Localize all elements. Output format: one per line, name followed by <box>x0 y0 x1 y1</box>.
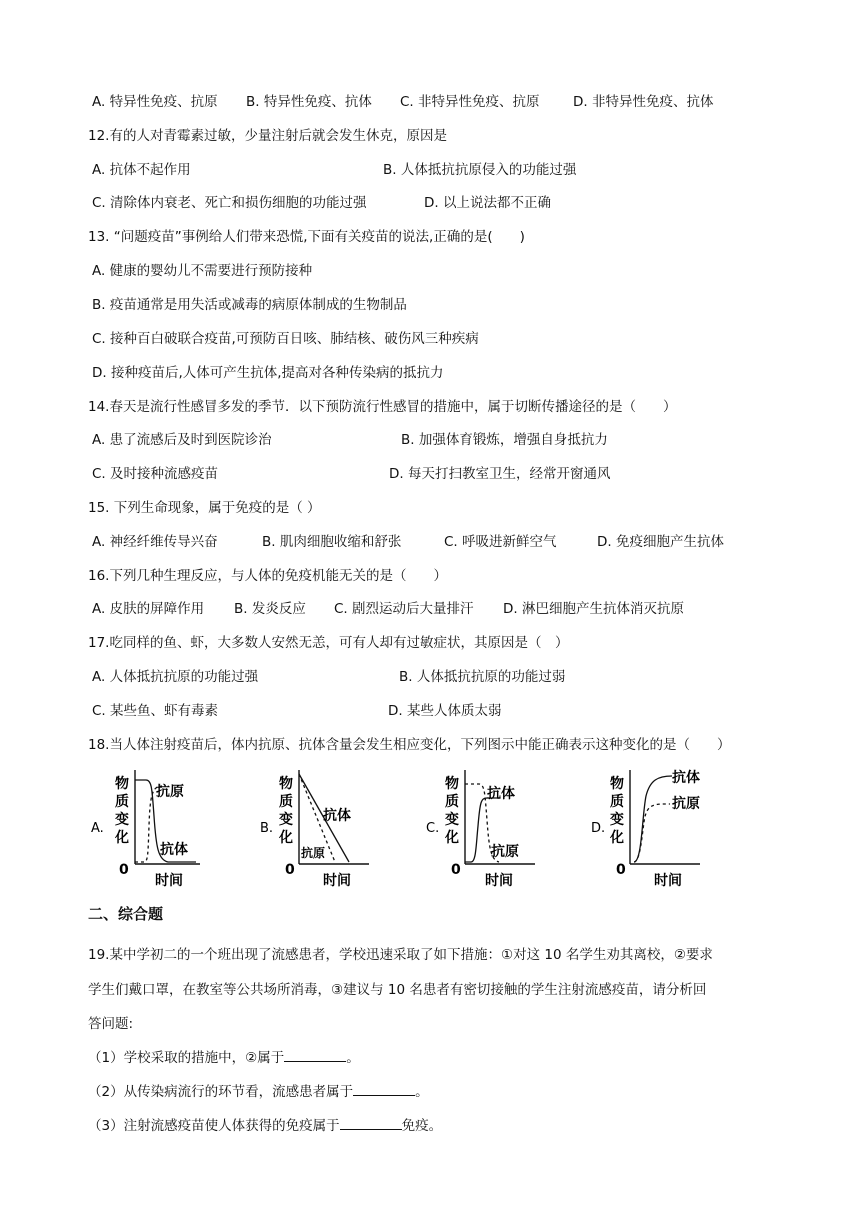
q18-figure-d-ylabel-2: 质 <box>610 794 624 810</box>
q12-option-d: D. 以上说法都不正确 <box>424 195 551 211</box>
q13-option-c: C. 接种百白破联合疫苗,可预防百日咳、肺结核、破伤风三种疾病 <box>92 331 479 347</box>
q16-stem: 16.下列几种生理反应，与人体的免疫机能无关的是（ ） <box>88 568 447 584</box>
q19-sub-1-blank[interactable] <box>284 1048 346 1063</box>
q18-figure-b-ylabel-1: 物 <box>279 776 293 792</box>
q18-figure-d-xlabel: 时间 <box>654 873 682 888</box>
q19-sub-1-text: （1）学校采取的措施中，②属于 <box>88 1050 285 1066</box>
q12-option-a: A. 抗体不起作用 <box>92 162 191 178</box>
q19-sub-1 <box>88 1046 360 1066</box>
q18-figure-a-xlabel: 时间 <box>155 873 183 888</box>
q18-figure-b-option: B. <box>260 821 274 836</box>
q18-figure-a-ylabel-4: 化 <box>115 830 129 846</box>
q18-figure-d-label-antigen: 抗原 <box>672 796 700 812</box>
q18-figure-d-label-antibody: 抗体 <box>672 770 700 786</box>
q18-figure-d-ylabel-3: 变 <box>610 812 624 828</box>
q17-stem: 17.吃同样的鱼、虾，大多数人安然无恙，可有人却有过敏症状，其原因是（ ） <box>88 635 569 651</box>
q18-figure-c-ylabel-4: 化 <box>445 830 459 846</box>
q18-figure-d-ylabel-4: 化 <box>610 830 624 846</box>
q14-option-d: D. 每天打扫教室卫生，经常开窗通风 <box>389 466 611 482</box>
q19-sub-3-end: 免疫。 <box>401 1118 443 1134</box>
q15-option-a: A. 神经纤维传导兴奋 <box>92 534 218 550</box>
q11-option-b: B. 特异性免疫、抗体 <box>246 94 372 110</box>
q18-figure-a-ylabel-3: 变 <box>115 812 129 828</box>
q19-sub-3 <box>88 1114 442 1134</box>
q17-option-a: A. 人体抵抗抗原的功能过强 <box>92 669 259 685</box>
q17-option-d: D. 某些人体质太弱 <box>388 703 502 719</box>
q15-option-c: C. 呼吸进新鲜空气 <box>444 534 557 550</box>
q18-figure-b-ylabel-3: 变 <box>279 812 293 828</box>
q18-figure-a-label-antigen: 抗原 <box>156 784 184 800</box>
q13-option-a: A. 健康的婴幼儿不需要进行预防接种 <box>92 263 313 279</box>
q19-stem-line-3: 答问题: <box>88 1016 134 1032</box>
q16-option-c: C. 剧烈运动后大量排汗 <box>334 601 474 617</box>
q19-sub-2 <box>88 1080 429 1100</box>
q11-option-a: A. 特异性免疫、抗原 <box>92 94 218 110</box>
q18-figure-d-origin: 0 <box>616 862 626 878</box>
q17-option-c: C. 某些鱼、虾有毒素 <box>92 703 219 719</box>
q14-option-b: B. 加强体育锻炼，增强自身抵抗力 <box>401 432 608 448</box>
q19-sub-2-end: 。 <box>415 1084 429 1100</box>
q18-figure-b-origin: 0 <box>285 862 295 878</box>
q19-stem-line-1: 19.某中学初二的一个班出现了流感患者，学校迅速采取了如下措施：①对这 10 名学生劝其离校，②要求 <box>88 947 713 963</box>
q18-figure-a-ylabel-1: 物 <box>115 776 129 792</box>
q18-figure-b-label-antibody: 抗体 <box>323 808 351 824</box>
q19-sub-2-blank[interactable] <box>353 1082 415 1097</box>
q19-sub-3-blank[interactable] <box>340 1116 402 1131</box>
q16-option-a: A. 皮肤的屏障作用 <box>92 601 205 617</box>
q18-figure-c-ylabel-1: 物 <box>445 776 459 792</box>
q18-figure-d <box>588 766 708 892</box>
q19-sub-2-text: （2）从传染病流行的环节看，流感患者属于 <box>88 1084 354 1100</box>
q18-figure-c-origin: 0 <box>451 862 461 878</box>
q18-figure-a <box>88 766 208 892</box>
q17-option-b: B. 人体抵抗抗原的功能过弱 <box>399 669 566 685</box>
q18-figure-c-xlabel: 时间 <box>485 873 513 888</box>
q18-figure-a-option: A. <box>91 821 104 836</box>
q13-option-b: B. 疫苗通常是用失活或减毒的病原体制成的生物制品 <box>92 297 407 313</box>
q18-figure-c-ylabel-3: 变 <box>445 812 459 828</box>
q11-option-c: C. 非特异性免疫、抗原 <box>400 94 540 110</box>
q12-option-b: B. 人体抵抗抗原侵入的功能过强 <box>383 162 577 178</box>
q19-stem-line-2: 学生们戴口罩，在教室等公共场所消毒，③建议与 10 名患者有密切接触的学生注射流感疫苗，请分析回 <box>88 982 707 998</box>
q11-option-d: D. 非特异性免疫、抗体 <box>573 94 714 110</box>
q13-stem: 13. “问题疫苗”事例给人们带来恐慌,下面有关疫苗的说法,正确的是( ) <box>88 229 525 245</box>
q18-figure-c-option: C. <box>426 821 440 836</box>
q18-stem: 18.当人体注射疫苗后，体内抗原、抗体含量会发生相应变化，下列图示中能正确表示这种变化的是（ ） <box>88 737 731 753</box>
q18-figure-a-ylabel-2: 质 <box>115 794 129 810</box>
q18-figure-d-option: D. <box>591 821 606 836</box>
q18-figure-b <box>257 766 377 892</box>
q14-stem: 14.春天是流行性感冒多发的季节．以下预防流行性感冒的措施中，属于切断传播途径的是（ ） <box>88 399 677 415</box>
q13-option-d: D. 接种疫苗后,人体可产生抗体,提高对各种传染病的抵抗力 <box>92 365 444 381</box>
q12-option-c: C. 清除体内衰老、死亡和损伤细胞的功能过强 <box>92 195 367 211</box>
q19-sub-1-end: 。 <box>346 1050 360 1066</box>
q15-stem: 15. 下列生命现象，属于免疫的是（ ） <box>88 500 321 516</box>
q18-figure-c-ylabel-2: 质 <box>445 794 459 810</box>
q18-figure-b-xlabel: 时间 <box>323 873 351 888</box>
q14-option-c: C. 及时接种流感疫苗 <box>92 466 219 482</box>
q16-option-d: D. 淋巴细胞产生抗体消灭抗原 <box>503 601 684 617</box>
q18-figure-d-ylabel-1: 物 <box>610 776 624 792</box>
section-title: 二、综合题 <box>88 905 164 923</box>
q14-option-a: A. 患了流感后及时到医院诊治 <box>92 432 272 448</box>
q16-option-b: B. 发炎反应 <box>234 601 306 617</box>
q18-figure-b-label-antigen: 抗原 <box>301 846 326 860</box>
q18-figure-c <box>423 766 543 892</box>
q19-sub-3-text: （3）注射流感疫苗使人体获得的免疫属于 <box>88 1118 340 1134</box>
q15-option-b: B. 肌肉细胞收缩和舒张 <box>262 534 402 550</box>
q18-figure-b-ylabel-2: 质 <box>279 794 293 810</box>
q18-figure-b-ylabel-4: 化 <box>279 830 293 846</box>
q18-figure-c-label-antigen: 抗原 <box>491 844 519 860</box>
q18-figure-a-origin: 0 <box>119 862 129 878</box>
q18-figure-c-label-antibody: 抗体 <box>487 786 515 802</box>
q12-stem: 12.有的人对青霉素过敏，少量注射后就会发生休克，原因是 <box>88 128 447 144</box>
q18-figure-a-label-antibody: 抗体 <box>160 842 188 858</box>
q15-option-d: D. 免疫细胞产生抗体 <box>597 534 724 550</box>
